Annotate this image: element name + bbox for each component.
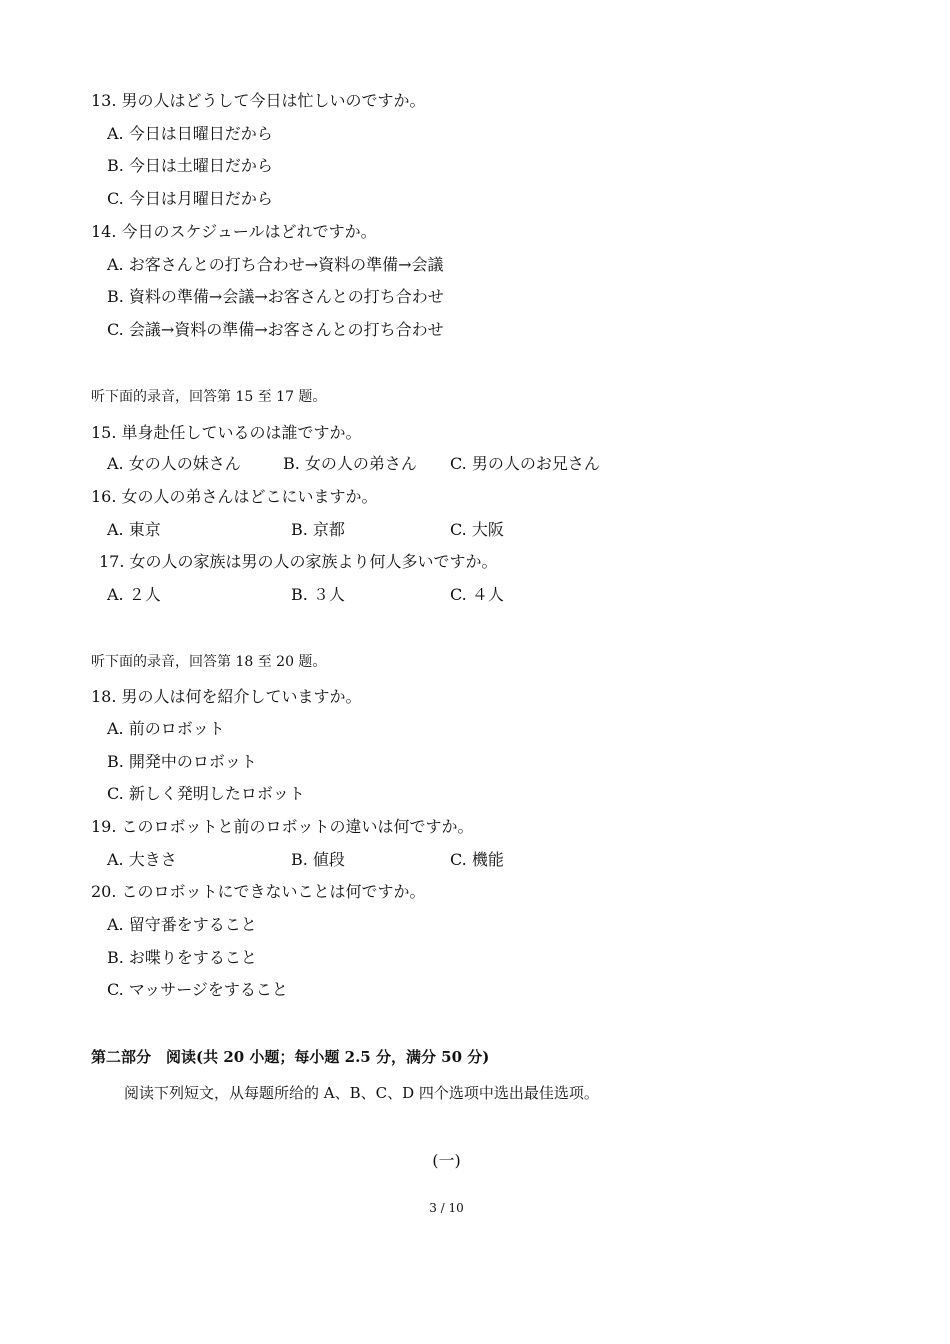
q17-option-a: A. ２人 <box>107 585 161 604</box>
q16-option-a: A. 東京 <box>107 520 161 539</box>
q15-option-c: C. 男の人のお兄さん <box>450 454 600 473</box>
q20-option-a: A. 留守番をすること <box>107 915 257 934</box>
part2-heading: 第二部分 阅读(共 20 小题；每小题 2.5 分，满分 50 分) <box>91 1048 490 1066</box>
q18-option-b: B. 開発中のロボット <box>107 752 257 771</box>
question-18: 18. 男の人は何を紹介していますか。 <box>91 687 362 706</box>
q17-option-b: B. ３人 <box>291 585 345 604</box>
q20-option-b: B. お喋りをすること <box>107 948 257 967</box>
q13-option-a: A. 今日は日曜日だから <box>107 124 273 143</box>
q15-option-a: A. 女の人の妹さん <box>107 454 241 473</box>
q13-option-c: C. 今日は月曜日だから <box>107 189 273 208</box>
q14-option-c: C. 会議→資料の準備→お客さんとの打ち合わせ <box>107 320 444 339</box>
q16-option-b: B. 京都 <box>291 520 345 539</box>
q20-option-c: C. マッサージをすること <box>107 980 288 999</box>
q19-option-b: B. 値段 <box>291 850 345 869</box>
q18-option-a: A. 前のロボット <box>107 719 225 738</box>
page-number: 3 / 10 <box>429 1201 464 1215</box>
q19-option-a: A. 大きさ <box>107 850 177 869</box>
question-19: 19. このロボットと前のロボットの違いは何ですか。 <box>91 817 474 836</box>
q15-option-b: B. 女の人の弟さん <box>283 454 417 473</box>
q19-option-c: C. 機能 <box>450 850 504 869</box>
section-label: (一) <box>432 1151 461 1170</box>
question-13: 13. 男の人はどうして今日は忙しいのですか。 <box>91 91 426 110</box>
question-15: 15. 単身赴任しているのは誰ですか。 <box>91 423 362 442</box>
question-17: 17. 女の人の家族は男の人の家族より何人多いですか。 <box>99 552 498 571</box>
q16-option-c: C. 大阪 <box>450 520 504 539</box>
question-14: 14. 今日のスケジュールはどれですか。 <box>91 222 377 241</box>
instruction-18-20: 听下面的录音，回答第 18 至 20 题。 <box>91 654 327 670</box>
part2-instruction: 阅读下列短文，从每题所给的 A、B、C、D 四个选项中选出最佳选项。 <box>124 1084 599 1102</box>
q17-option-c: C. ４人 <box>450 585 504 604</box>
instruction-15-17: 听下面的录音，回答第 15 至 17 题。 <box>91 389 327 405</box>
q18-option-c: C. 新しく発明したロボット <box>107 784 305 803</box>
q13-option-b: B. 今日は土曜日だから <box>107 156 273 175</box>
q14-option-b: B. 資料の準備→会議→お客さんとの打ち合わせ <box>107 287 444 306</box>
question-16: 16. 女の人の弟さんはどこにいますか。 <box>91 487 378 506</box>
question-20: 20. このロボットにできないことは何ですか。 <box>91 882 426 901</box>
q14-option-a: A. お客さんとの打ち合わせ→資料の準備→会議 <box>107 255 444 274</box>
